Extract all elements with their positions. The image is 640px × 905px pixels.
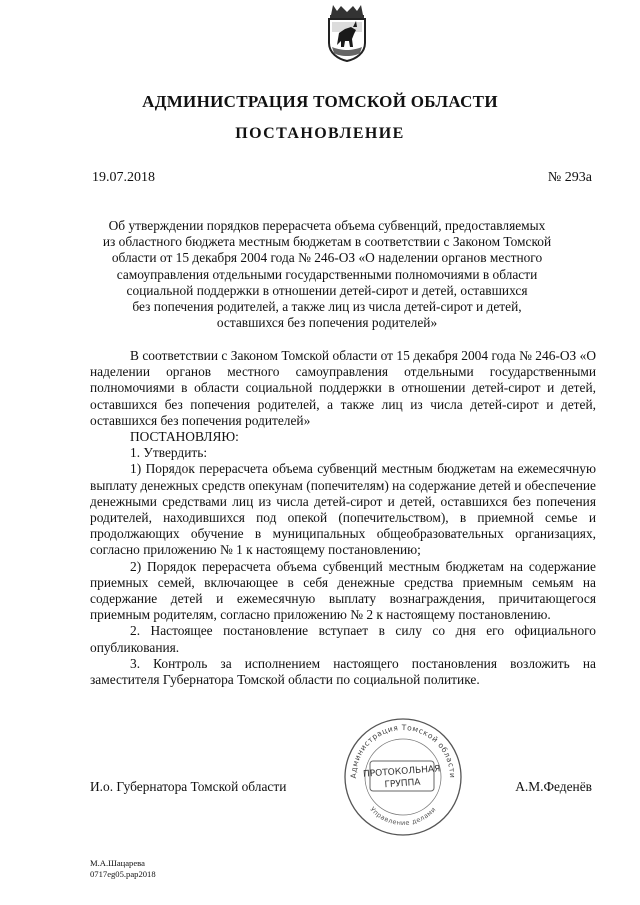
document-type-title: ПОСТАНОВЛЕНИЕ (235, 125, 405, 142)
subject-line: из областного бюджета местным бюджетам в соответствии с Законом Томской (102, 234, 552, 250)
item-1-1: 1) Порядок перерасчета объема субвенций местным бюджетам на ежемесячную выплату денежных средств опекунам (попечителям) на содержание детей и обеспечение денежными средствами лиц из числа детей-сирот и детей, оставшихся без попечения родителей, находившихся под опекой (попечительством), в приемной семье и продолжающих обучение в муниципальных общеобразовательных организациях, согласно приложению № 1 к настоящему постановлению; (90, 461, 596, 558)
footer (90, 858, 156, 879)
item-3: 3. Контроль за исполнением настоящего постановления возложить на заместителя Губернатора Томской области по социальной политике. (90, 655, 596, 688)
footer-file-code: 0717eg05.pap2018 (90, 868, 156, 879)
svg-text:Управление делами (368, 805, 437, 827)
signatory-name: А.М.Феденёв (515, 779, 592, 794)
subject-line: Об утверждении порядков перерасчета объема субвенций, предоставляемых (108, 218, 546, 233)
document-body (90, 348, 596, 688)
document-date: 19.07.2018 (92, 170, 155, 185)
stamp-center-line-2: ГРУППА (384, 777, 421, 791)
stamp-ring-text: Администрация Томской области (348, 722, 458, 779)
signatory-title: И.о. Губернатора Томской области (90, 779, 287, 794)
subject-line: без попечения родителей, а также лиц из числа детей-сирот и детей, (132, 299, 522, 315)
stamp-icon (342, 716, 464, 838)
item-1-2: 2) Порядок перерасчета объема субвенций местным бюджетам на содержание приемных семей, включающее в себя денежные средства приемным семьям на содержание детей и ежемесячную выплату вознаграждения, причитающегося приемным родителям, согласно приложению № 2 к настоящему постановлению. (90, 558, 596, 623)
document-subject (98, 218, 556, 331)
stamp-center-line-1: ПРОТОКОЛЬНАЯ (362, 764, 441, 780)
item-1: 1. Утвердить: (130, 445, 208, 461)
document-number: № 293а (547, 170, 592, 185)
subject-line: социальной поддержки в отношении детей-сирот и детей, оставшихся (126, 282, 528, 298)
subject-line: области от 15 декабря 2004 года № 246-ОЗ «О наделении органов местного (111, 250, 543, 266)
subject-line: оставшихся без попечения родителей» (216, 315, 438, 331)
resolve-heading: ПОСТАНОВЛЯЮ: (130, 429, 239, 445)
organization-title: АДМИНИСТРАЦИЯ ТОМСКОЙ ОБЛАСТИ (142, 92, 498, 111)
stamp-bottom-text: Управление делами (368, 805, 438, 828)
footer-author: М.А.Шацарева (90, 858, 145, 868)
coat-of-arms-icon (323, 3, 371, 63)
preamble-paragraph: В соответствии с Законом Томской области от 15 декабря 2004 года № 246-ОЗ «О наделении органов местного самоуправления отдельными государственными полномочиями в области социальной поддержки в отношении детей-сирот и детей, оставшихся без попечения родителей, а также лиц из числа детей-сирот и детей, оставшихся без попечения родителей» (90, 348, 596, 428)
item-2: 2. Настоящее постановление вступает в силу со дня его официального опубликования. (90, 623, 596, 655)
subject-line: самоуправления отдельными государственными полномочиями в области (116, 266, 538, 282)
